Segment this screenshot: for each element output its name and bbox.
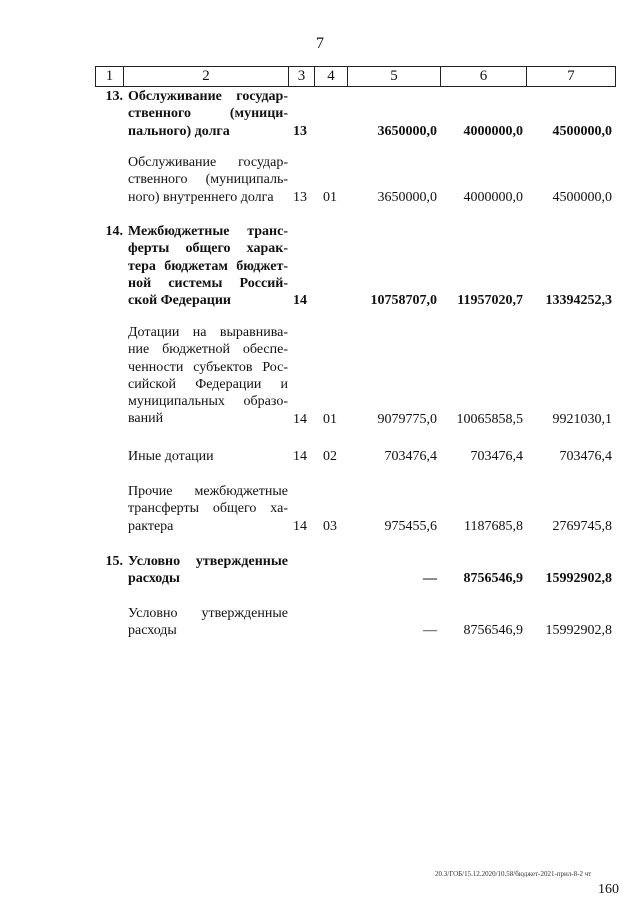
cell-c3: 13 — [293, 123, 307, 139]
cell-c4: 01 — [323, 411, 337, 427]
row-name — [128, 88, 288, 140]
row-name-line: тера бюджетам бюджет- — [128, 258, 288, 274]
row-name — [128, 448, 288, 465]
page-number: 7 — [316, 35, 324, 52]
table-row — [95, 154, 615, 206]
row-name-line: ственного (муници- — [128, 106, 288, 122]
row-name-line: рактера — [128, 518, 174, 534]
row-name-line: расходы — [128, 571, 180, 587]
cell-c5: 703476,4 — [384, 449, 437, 464]
cell-c6: 1187685,8 — [464, 518, 523, 534]
row-name-line: сийской Федерации и — [128, 376, 288, 392]
cell-c5: 975455,6 — [384, 518, 437, 534]
column-header-5: 5 — [348, 67, 441, 87]
cell-c6: 8756546,9 — [463, 623, 523, 639]
column-header-7: 7 — [527, 67, 616, 87]
cell-c3: 13 — [293, 189, 307, 205]
cell-c4: 02 — [323, 449, 337, 464]
row-name-line: ферты общего харак- — [128, 241, 288, 257]
column-header-2: 2 — [124, 67, 289, 87]
row-name-line: трансферты общего ха- — [128, 501, 288, 517]
row-name-line: Обслуживание государ- — [128, 155, 288, 170]
table-row — [95, 553, 615, 588]
row-name-line: муниципальных образо- — [128, 394, 288, 410]
cell-c7: 15992902,8 — [545, 571, 612, 587]
cell-c5: 3650000,0 — [377, 123, 437, 139]
cell-c7: 13394252,3 — [545, 293, 612, 309]
row-name-line: ской Федерации — [128, 293, 231, 309]
cell-c3: 14 — [293, 411, 307, 427]
row-name-line: Прочие межбюджетные — [128, 484, 288, 499]
column-header-3: 3 — [289, 67, 315, 87]
cell-c6: 8756546,9 — [463, 571, 523, 587]
cell-c3: 14 — [293, 293, 307, 309]
row-name-line: пального) долга — [128, 123, 230, 139]
cell-c5: 3650000,0 — [377, 189, 437, 205]
cell-c7: 15992902,8 — [545, 623, 612, 639]
row-name-line: ние бюджетной обеспе- — [128, 342, 288, 358]
column-header-4: 4 — [315, 67, 348, 87]
cell-c7: 703476,4 — [559, 449, 612, 464]
cell-c5: — — [423, 623, 437, 639]
row-number: 13. — [105, 89, 123, 104]
cell-c5: — — [423, 571, 437, 587]
row-name-line: ного) внутреннего долга — [128, 189, 274, 205]
table-row — [95, 483, 615, 535]
row-name-line: Обслуживание государ- — [128, 89, 288, 104]
cell-c4: 03 — [323, 518, 337, 534]
cell-c7: 9921030,1 — [552, 411, 612, 427]
row-name-line: Иные дотации — [128, 449, 214, 464]
column-header-6: 6 — [441, 67, 527, 87]
cell-c6: 4000000,0 — [463, 189, 523, 205]
cell-c6: 11957020,7 — [457, 293, 523, 309]
row-name-line: ченности субъектов Рос- — [128, 359, 288, 375]
row-name — [128, 154, 288, 206]
row-name-line: ной системы Россий- — [128, 275, 288, 291]
cell-c6: 10065858,5 — [456, 411, 523, 427]
cell-c7: 2769745,8 — [552, 518, 612, 534]
row-name-line: Условно утвержденные — [128, 554, 288, 569]
cell-c5: 10758707,0 — [370, 293, 437, 309]
cell-c6: 4000000,0 — [463, 123, 523, 139]
table-row — [95, 324, 615, 428]
row-number: 15. — [105, 554, 123, 569]
row-name — [128, 605, 288, 640]
cell-c6: 703476,4 — [470, 449, 523, 464]
cell-c7: 4500000,0 — [552, 189, 612, 205]
table-column-header — [95, 66, 616, 87]
cell-c7: 4500000,0 — [552, 123, 612, 139]
table-row — [95, 88, 615, 140]
table-row — [95, 223, 615, 310]
row-name — [128, 483, 288, 535]
column-header-1: 1 — [96, 67, 124, 87]
row-name-line: Дотации на выравнива- — [128, 325, 288, 340]
sheet-number: 160 — [598, 882, 619, 897]
row-name-line: расходы — [128, 623, 177, 639]
row-name-line: ваний — [128, 411, 164, 427]
document-code: 20.3/ГОБ/15.12.2020/10.58/бюджет-2021-прил-8-2 чт — [435, 870, 592, 878]
row-name-line: ственного (муниципаль- — [128, 172, 288, 188]
table-row — [95, 448, 615, 465]
row-name — [128, 324, 288, 428]
row-name-line: Условно утвержденные — [128, 606, 288, 621]
row-name-line: Межбюджетные транс- — [128, 224, 288, 239]
row-name — [128, 553, 288, 588]
cell-c3: 14 — [293, 518, 307, 534]
row-number: 14. — [105, 224, 123, 239]
row-name — [128, 223, 288, 309]
cell-c5: 9079775,0 — [377, 411, 437, 427]
cell-c4: 01 — [323, 189, 337, 205]
table-row — [95, 605, 615, 640]
cell-c3: 14 — [293, 449, 307, 464]
